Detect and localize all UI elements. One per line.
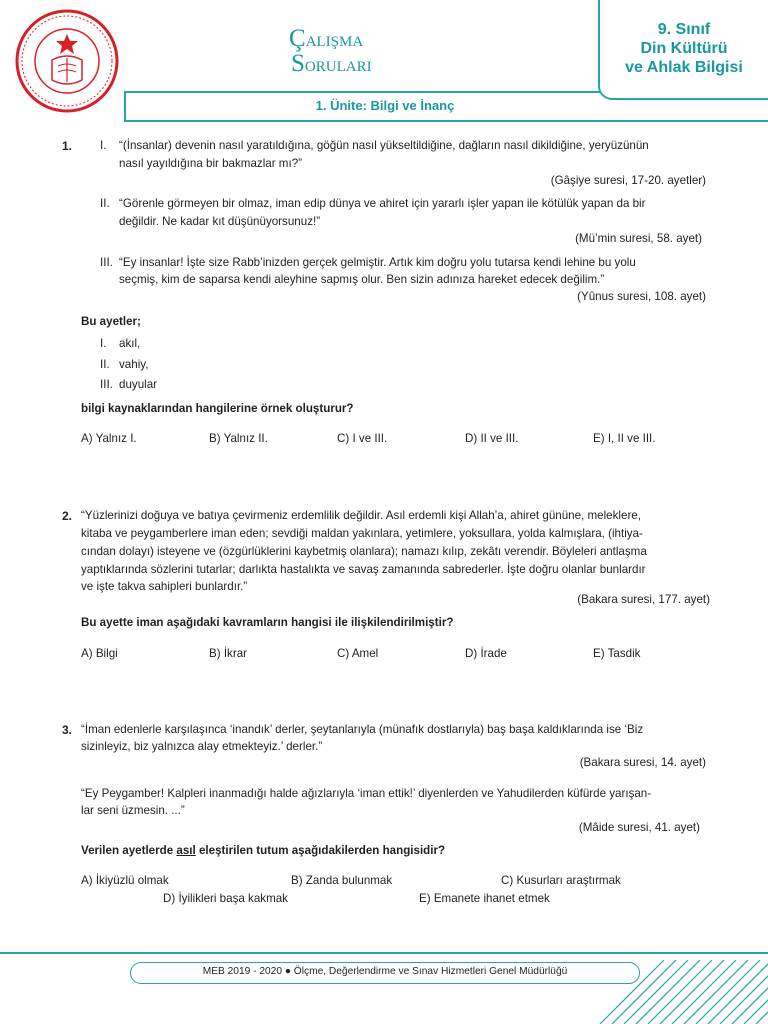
q1-item-i-number: I. (100, 139, 107, 152)
q3-p1-line2: sizinleyiz, biz yalnızca alay etmekteyiz.’ derler.” (81, 740, 323, 753)
q1-item-ii-line2: değildir. Ne kadar kıt düşünüyorsunuz!” (119, 215, 321, 228)
q2-source: (Bakara suresi, 177. ayet) (577, 593, 710, 606)
q3-option-a[interactable]: A) İkiyüzlü olmak (81, 874, 169, 887)
q1-stem: bilgi kaynaklarından hangilerine örnek oluşturur? (81, 402, 354, 415)
question-1-number: 1. (62, 139, 73, 153)
divider (124, 91, 600, 93)
title-initial-c: Ç (289, 25, 306, 52)
q3-option-b[interactable]: B) Zanda bulunmak (291, 874, 393, 887)
question-3-number: 3. (62, 723, 73, 737)
q1-item-iii-line2: seçmiş, kim de saparsa kendi aleyhine sapmış olur. Ben sizin adınıza hareket edecek değilim.” (119, 273, 605, 286)
q1-option-e[interactable]: E) I, II ve III. (593, 432, 656, 445)
title-rest-1: alışma (305, 26, 364, 51)
class-subject-2: ve Ahlak Bilgisi (625, 59, 743, 76)
q3-option-d[interactable]: D) İyilikleri başa kakmak (163, 892, 288, 905)
q2-option-d[interactable]: D) İrade (465, 647, 507, 660)
unit-title: 1. Ünite: Bilgi ve İnanç (315, 98, 455, 113)
q1-item-iii-source: (Yûnus suresi, 108. ayet) (577, 290, 706, 303)
q1-item-iii-number: III. (100, 256, 113, 269)
q1-item-ii-number: II. (100, 197, 110, 210)
list-item: akıl, (119, 337, 141, 350)
q1-lead: Bu ayetler; (81, 315, 141, 328)
q3-stem-emphasis: asıl (176, 844, 196, 857)
q1-item-ii-line1: “Görenle görmeyen bir olmaz, iman edip dünya ve ahiret için yararlı işler yapan ile kötülük yapan da bir (119, 197, 646, 210)
q2-option-c[interactable]: C) Amel (337, 647, 379, 660)
q3-option-c[interactable]: C) Kusurları araştırmak (501, 874, 621, 887)
q1-option-b[interactable]: B) Yalnız II. (209, 432, 268, 445)
list-item: duyular (119, 378, 158, 391)
q1-item-i-line2: nasıl yayıldığına bir bakmazlar mı?” (119, 157, 302, 170)
q1-item-iii-line1: “Ey insanlar! İşte size Rabb’inizden gerçek gelmiştir. Artık kim doğru yolu tutarsa kendi lehine bu yolu (119, 256, 636, 269)
q1-item-i-line1: “(İnsanlar) devenin nasıl yaratıldığına, göğün nasıl yükseltildiğine, dağların nasıl dikildiğine, yeryüzünün (119, 139, 649, 152)
q3-p1-source: (Bakara suresi, 14. ayet) (579, 756, 706, 769)
worksheet-title (289, 26, 389, 76)
q2-option-a[interactable]: A) Bilgi (81, 647, 118, 660)
q2-line-3: cından dolayı) isteyene ve (özgürlüklerini kaybetmiş olanlara); namazı kılıp, zekâtı verendir. Böyleleri antlaşma (81, 545, 647, 558)
class-subject-1: Din Kültürü (640, 40, 728, 57)
title-rest-2: oruları (304, 51, 372, 76)
list-item-number: I. (100, 337, 107, 350)
list-item-number: III. (100, 378, 113, 391)
question-2-number: 2. (62, 509, 73, 523)
q1-item-ii-source: (Mü’min suresi, 58. ayet) (575, 232, 702, 245)
q3-option-e[interactable]: E) Emanete ihanet etmek (419, 892, 550, 905)
q3-stem-before: Verilen ayetlerde (81, 844, 177, 857)
q3-stem-after: eleştirilen tutum aşağıdakilerden hangisidir? (195, 844, 446, 857)
divider (124, 120, 768, 122)
list-item: vahiy, (119, 358, 149, 371)
q2-option-b[interactable]: B) İkrar (209, 647, 248, 660)
list-item-number: II. (100, 358, 110, 371)
q2-line-2: kitaba ve peygamberlere iman eden; sevdiği maldan yakınlara, yetimlere, yoksullara, yolda kalmışlara, (ihtiya- (81, 527, 643, 540)
q1-option-c[interactable]: C) I ve III. (337, 432, 388, 445)
class-grade: 9. Sınıf (657, 21, 711, 38)
q3-p2-line1: “Ey Peygamber! Kalpleri inanmadığı halde ağızlarıyla ‘iman ettik!’ diyenlerden ve Yahudilerden küfürde yarışan- (81, 787, 652, 800)
class-label (600, 20, 768, 77)
q1-option-a[interactable]: A) Yalnız I. (81, 432, 137, 445)
q1-item-i-source: (Gâşiye suresi, 17-20. ayetler) (550, 174, 706, 187)
q1-option-d[interactable]: D) II ve III. (465, 432, 519, 445)
q2-line-5: ve işte takva sahipleri bunlardır.” (81, 580, 248, 593)
meb-logo (14, 8, 120, 114)
title-initial-s: S (291, 50, 305, 77)
footer-divider (0, 952, 768, 954)
divider (124, 91, 126, 121)
q2-option-e[interactable]: E) Tasdik (593, 647, 641, 660)
q2-stem: Bu ayette iman aşağıdaki kavramların hangisi ile ilişkilendirilmiştir? (81, 616, 454, 629)
q2-line-1: “Yüzlerinizi doğuya ve batıya çevirmeniz erdemlilik değildir. Asıl erdemli kişi Allah’a, ahiret gününe, meleklere, (81, 509, 641, 522)
footer-text: MEB 2019 - 2020 ● Ölçme, Değerlendirme ve Sınav Hizmetleri Genel Müdürlüğü (202, 966, 568, 977)
q3-p1-line1: “İman edenlerle karşılaşınca ‘inandık’ derler, şeytanlarıyla (münafık dostlarıyla) baş başa kaldıklarında ise ‘Biz (81, 723, 644, 736)
q3-p2-source: (Mâide suresi, 41. ayet) (578, 821, 700, 834)
q2-line-4: yaptıklarında sözlerini tutarlar; darlıkta hastalıkta ve savaş zamanında sabrederler. İşte doğru olanlar bunlardır (81, 563, 646, 576)
q3-p2-line2: lar seni üzmesin. ...” (81, 804, 185, 817)
q3-stem (81, 842, 445, 860)
